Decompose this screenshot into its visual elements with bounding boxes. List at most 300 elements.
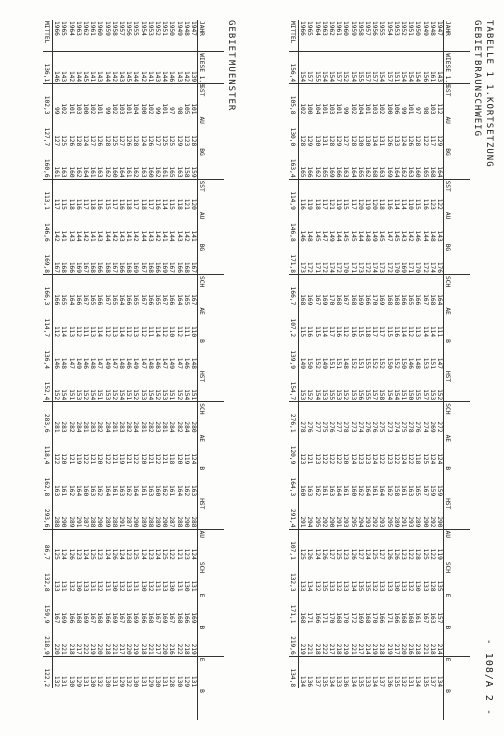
table-row bbox=[175, 20, 182, 720]
value-cell: 275 bbox=[378, 402, 385, 434]
value-cell: 114 bbox=[393, 179, 400, 211]
value-cell: 132 bbox=[146, 580, 154, 592]
value-cell: 137 bbox=[429, 656, 436, 688]
column-header: AU bbox=[198, 211, 225, 243]
value-cell: 150 bbox=[306, 357, 314, 369]
value-cell: 167 bbox=[110, 261, 118, 273]
value-cell: 168 bbox=[125, 261, 133, 273]
value-cell: 154 bbox=[182, 389, 190, 401]
value-cell: 122 bbox=[81, 453, 89, 465]
value-cell: 148 bbox=[146, 357, 154, 369]
value-cell: 167 bbox=[421, 485, 429, 497]
value-cell: 169 bbox=[399, 261, 407, 273]
value-cell: 169 bbox=[385, 166, 393, 178]
value-cell: 120 bbox=[371, 179, 378, 211]
value-cell: 142 bbox=[407, 230, 415, 242]
table-row bbox=[335, 20, 342, 720]
value-cell: 115 bbox=[385, 325, 393, 338]
value-cell: 221 bbox=[146, 643, 154, 655]
value-cell: 101 bbox=[96, 84, 103, 116]
value-cell: 131 bbox=[132, 580, 140, 592]
value-cell: 221 bbox=[60, 643, 68, 655]
year-cell: 1947 bbox=[436, 21, 443, 36]
value-cell: 112 bbox=[103, 325, 111, 338]
value-cell: 157 bbox=[436, 612, 443, 624]
value-cell: 293 bbox=[363, 516, 371, 528]
value-cell: 290 bbox=[421, 516, 429, 528]
value-cell: 155 bbox=[363, 389, 371, 401]
value-cell: 149 bbox=[299, 357, 307, 369]
value-cell: 220 bbox=[125, 643, 133, 655]
column-header: B bbox=[198, 338, 225, 370]
column-header: E bbox=[444, 593, 471, 625]
value-cell: 220 bbox=[161, 643, 169, 655]
mean-value: 127,7 bbox=[43, 115, 53, 147]
value-cell: 119 bbox=[182, 453, 190, 465]
value-cell: 154 bbox=[407, 52, 414, 84]
mean-label: MITTEL bbox=[43, 20, 53, 52]
value-cell: 125 bbox=[52, 529, 60, 561]
column-header: B bbox=[198, 465, 225, 497]
value-cell: 131 bbox=[407, 656, 414, 688]
column-header: HST bbox=[198, 497, 225, 529]
column-header: WIESE 1.S bbox=[444, 52, 471, 84]
value-cell: 119 bbox=[117, 453, 125, 465]
value-cell: 117 bbox=[321, 179, 328, 211]
value-cell: 112 bbox=[436, 84, 444, 116]
value-cell: 155 bbox=[363, 357, 371, 369]
value-cell: 125 bbox=[421, 453, 429, 465]
value-cell: 167 bbox=[161, 275, 168, 307]
value-cell: 153 bbox=[161, 389, 169, 401]
value-cell: 112 bbox=[74, 325, 82, 338]
value-cell: 117 bbox=[428, 135, 436, 147]
column-header: AU bbox=[444, 115, 471, 147]
value-cell: 123 bbox=[299, 453, 307, 465]
value-cell: 170 bbox=[328, 275, 335, 307]
value-cell: 117 bbox=[327, 325, 335, 338]
value-cell: 114 bbox=[96, 325, 104, 338]
mean-value: 113,1 bbox=[43, 179, 53, 211]
value-cell: 123 bbox=[147, 529, 154, 561]
value-cell: 157 bbox=[385, 52, 392, 84]
value-cell: 144 bbox=[335, 230, 343, 242]
value-cell: 214 bbox=[363, 643, 371, 655]
value-cell: 162 bbox=[385, 485, 393, 497]
value-cell: 164 bbox=[363, 485, 371, 497]
value-cell: 121 bbox=[175, 529, 182, 561]
value-cell: 274 bbox=[421, 402, 428, 434]
value-cell: 110 bbox=[407, 179, 414, 211]
value-cell: 274 bbox=[393, 402, 400, 434]
value-cell: 168 bbox=[60, 261, 68, 273]
value-cell: 221 bbox=[306, 643, 314, 655]
value-cell: 166 bbox=[400, 275, 407, 307]
value-cell: 167 bbox=[342, 275, 349, 307]
value-cell: 152 bbox=[313, 357, 321, 369]
value-cell: 149 bbox=[103, 357, 111, 369]
value-cell: 154 bbox=[60, 389, 68, 401]
value-cell: 276 bbox=[371, 402, 378, 434]
value-cell: 130 bbox=[356, 135, 364, 147]
value-cell: 133 bbox=[364, 656, 371, 688]
value-cell: 135 bbox=[393, 656, 400, 688]
value-cell: 146 bbox=[153, 357, 161, 369]
value-cell: 116 bbox=[392, 325, 400, 338]
mean-value: 154,7 bbox=[289, 370, 299, 402]
value-cell: 117 bbox=[147, 179, 154, 211]
value-cell: 133 bbox=[421, 580, 429, 592]
value-cell: 163 bbox=[428, 612, 436, 624]
value-cell: 132 bbox=[125, 656, 132, 688]
value-cell: 150 bbox=[407, 389, 415, 401]
table-row bbox=[139, 20, 146, 720]
value-cell: 101 bbox=[321, 84, 328, 116]
value-cell: 132 bbox=[407, 580, 415, 592]
value-cell: 217 bbox=[356, 643, 364, 655]
value-cell: 163 bbox=[190, 485, 197, 497]
value-cell: 100 bbox=[385, 84, 392, 116]
value-cell: 164 bbox=[74, 485, 82, 497]
year-cell: 1964 bbox=[67, 21, 75, 36]
value-cell: 154 bbox=[378, 52, 385, 84]
value-cell: 141 bbox=[89, 52, 96, 84]
value-cell: 144 bbox=[103, 230, 111, 242]
value-cell: 125 bbox=[132, 529, 139, 561]
value-cell: 144 bbox=[356, 230, 364, 242]
value-cell: 125 bbox=[168, 135, 176, 147]
value-cell: 169 bbox=[60, 612, 68, 624]
value-cell: 102 bbox=[147, 84, 154, 116]
mean-value: 169,8 bbox=[43, 243, 53, 275]
value-cell: 132 bbox=[371, 580, 379, 592]
value-cell: 128 bbox=[428, 580, 436, 592]
column-header: HST bbox=[198, 370, 225, 402]
value-cell: 104 bbox=[313, 84, 320, 116]
value-cell: 128 bbox=[190, 135, 197, 147]
value-cell: 171 bbox=[313, 261, 321, 273]
value-cell: 278 bbox=[342, 402, 349, 434]
value-cell: 133 bbox=[299, 580, 307, 592]
value-cell: 161 bbox=[168, 485, 176, 497]
value-cell: 99 bbox=[103, 84, 110, 116]
value-cell: 129 bbox=[436, 135, 443, 147]
value-cell: 101 bbox=[364, 84, 371, 116]
mean-value: 171,1 bbox=[289, 593, 299, 625]
value-cell: 148 bbox=[60, 357, 68, 369]
value-cell: 172 bbox=[335, 261, 343, 273]
year-cell: 1954 bbox=[139, 21, 147, 36]
value-cell: 142 bbox=[67, 52, 74, 84]
section-2-region-name: MUENSTER bbox=[226, 60, 236, 112]
value-cell: 122 bbox=[335, 453, 343, 465]
value-cell: 142 bbox=[183, 52, 190, 84]
value-cell: 125 bbox=[89, 529, 96, 561]
value-cell: 141 bbox=[190, 230, 197, 242]
value-cell: 166 bbox=[96, 261, 104, 273]
value-cell: 135 bbox=[436, 580, 443, 592]
value-cell: 126 bbox=[321, 529, 328, 561]
value-cell: 142 bbox=[153, 230, 161, 242]
value-cell: 114 bbox=[320, 325, 328, 338]
value-cell: 222 bbox=[320, 643, 328, 655]
value-cell: 130 bbox=[139, 580, 147, 592]
value-cell: 167 bbox=[81, 261, 89, 273]
year-cell: 1950 bbox=[168, 21, 176, 36]
value-cell: 169 bbox=[132, 261, 140, 273]
value-cell: 163 bbox=[53, 485, 61, 497]
value-cell: 113 bbox=[414, 325, 422, 338]
value-cell: 147 bbox=[436, 357, 443, 369]
value-cell: 153 bbox=[421, 357, 429, 369]
value-cell: 161 bbox=[320, 485, 328, 497]
value-cell: 161 bbox=[399, 485, 407, 497]
value-cell: 126 bbox=[306, 529, 313, 561]
value-cell: 157 bbox=[306, 52, 313, 84]
value-cell: 120 bbox=[60, 453, 68, 465]
value-cell: 176 bbox=[436, 261, 443, 273]
year-cell: 1959 bbox=[349, 21, 357, 36]
value-cell: 291 bbox=[117, 516, 125, 528]
value-cell: 169 bbox=[81, 612, 89, 624]
value-cell: 167 bbox=[82, 275, 89, 307]
value-cell: 159 bbox=[428, 485, 436, 497]
value-cell: 295 bbox=[313, 516, 321, 528]
value-cell: 122 bbox=[436, 179, 444, 211]
year-cell: 1949 bbox=[421, 21, 429, 36]
value-cell: 169 bbox=[190, 612, 197, 624]
value-cell: 131 bbox=[153, 580, 161, 592]
value-cell: 142 bbox=[132, 230, 140, 242]
value-cell: 168 bbox=[335, 612, 343, 624]
value-cell: 129 bbox=[335, 135, 343, 147]
column-header: SCH bbox=[198, 275, 225, 307]
value-cell: 167 bbox=[103, 275, 110, 307]
value-cell: 167 bbox=[421, 275, 428, 307]
value-cell: 149 bbox=[74, 357, 82, 369]
value-cell: 116 bbox=[335, 325, 343, 338]
value-cell: 130 bbox=[313, 135, 321, 147]
value-cell: 166 bbox=[67, 612, 75, 624]
value-cell: 152 bbox=[81, 389, 89, 401]
value-cell: 275 bbox=[321, 402, 328, 434]
table-row bbox=[328, 20, 335, 720]
value-cell: 128 bbox=[103, 135, 111, 147]
value-cell: 276 bbox=[414, 402, 421, 434]
column-header: AE bbox=[444, 434, 471, 466]
value-cell: 151 bbox=[399, 389, 407, 401]
value-cell: 154 bbox=[400, 52, 407, 84]
value-cell: 106 bbox=[393, 84, 400, 116]
header-row bbox=[444, 20, 471, 720]
value-cell: 161 bbox=[125, 166, 133, 178]
value-cell: 131 bbox=[378, 135, 386, 147]
table-row bbox=[118, 20, 125, 720]
value-cell: 295 bbox=[349, 516, 357, 528]
value-cell: 143 bbox=[96, 230, 104, 242]
value-cell: 171 bbox=[320, 612, 328, 624]
mean-value: 107,2 bbox=[289, 306, 299, 338]
value-cell: 122 bbox=[429, 529, 436, 561]
year-cell: 1966 bbox=[53, 21, 61, 36]
value-cell: 133 bbox=[378, 580, 386, 592]
value-cell: 160 bbox=[67, 166, 75, 178]
value-cell: 122 bbox=[392, 453, 400, 465]
value-cell: 161 bbox=[139, 485, 147, 497]
value-cell: 143 bbox=[399, 230, 407, 242]
value-cell: 293 bbox=[407, 516, 415, 528]
value-cell: 165 bbox=[407, 275, 414, 307]
value-cell: 118 bbox=[175, 179, 182, 211]
value-cell: 122 bbox=[378, 453, 386, 465]
value-cell: 277 bbox=[335, 402, 342, 434]
section-1-table bbox=[289, 20, 470, 720]
column-header: B bbox=[444, 465, 471, 497]
table-row bbox=[421, 20, 428, 720]
value-cell: 169 bbox=[327, 166, 335, 178]
value-cell: 160 bbox=[153, 485, 161, 497]
value-cell: 293 bbox=[342, 516, 350, 528]
value-cell: 170 bbox=[371, 275, 378, 307]
value-cell: 169 bbox=[356, 612, 364, 624]
value-cell: 126 bbox=[407, 135, 415, 147]
value-cell: 165 bbox=[299, 166, 307, 178]
value-cell: 166 bbox=[175, 261, 183, 273]
value-cell: 154 bbox=[298, 52, 306, 84]
value-cell: 151 bbox=[96, 389, 104, 401]
value-cell: 149 bbox=[168, 357, 176, 369]
value-cell: 292 bbox=[371, 516, 379, 528]
value-cell: 151 bbox=[67, 389, 75, 401]
value-cell: 152 bbox=[392, 357, 400, 369]
value-cell: 130 bbox=[182, 580, 190, 592]
value-cell: 170 bbox=[342, 612, 350, 624]
value-cell: 166 bbox=[414, 275, 421, 307]
value-cell: 127 bbox=[378, 529, 385, 561]
value-cell: 141 bbox=[89, 230, 97, 242]
value-cell: 290 bbox=[60, 516, 68, 528]
value-cell: 142 bbox=[81, 230, 89, 242]
value-cell: 152 bbox=[175, 389, 183, 401]
table-row bbox=[321, 20, 328, 720]
value-cell: 172 bbox=[306, 261, 314, 273]
value-cell: 129 bbox=[118, 656, 125, 688]
value-cell: 221 bbox=[110, 643, 118, 655]
value-cell: 104 bbox=[132, 84, 139, 116]
mean-value: 171,8 bbox=[289, 243, 299, 275]
year-cell: 1965 bbox=[306, 21, 314, 36]
column-header: E bbox=[198, 593, 225, 625]
value-cell: 288 bbox=[146, 516, 154, 528]
value-cell: 281 bbox=[111, 402, 118, 434]
value-cell: 168 bbox=[89, 261, 97, 273]
value-cell: 162 bbox=[182, 485, 190, 497]
value-cell: 219 bbox=[342, 643, 350, 655]
value-cell: 125 bbox=[110, 135, 118, 147]
value-cell: 147 bbox=[385, 230, 393, 242]
value-cell: 114 bbox=[60, 325, 68, 338]
mean-value: 160,6 bbox=[43, 147, 53, 179]
section-2-table bbox=[43, 20, 224, 720]
value-cell: 115 bbox=[313, 325, 321, 338]
column-header: AE bbox=[444, 306, 471, 338]
value-cell: 152 bbox=[153, 389, 161, 401]
value-cell: 134 bbox=[414, 656, 421, 688]
value-cell: 166 bbox=[117, 261, 125, 273]
value-cell: 145 bbox=[378, 230, 386, 242]
value-cell: 166 bbox=[182, 612, 190, 624]
value-cell: 169 bbox=[110, 612, 118, 624]
value-cell: 124 bbox=[60, 529, 67, 561]
value-cell: 134 bbox=[349, 656, 356, 688]
value-cell: 168 bbox=[371, 166, 379, 178]
value-cell: 173 bbox=[378, 261, 386, 273]
value-cell: 134 bbox=[371, 135, 379, 147]
value-cell: 152 bbox=[349, 357, 357, 369]
value-cell: 118 bbox=[67, 179, 74, 211]
value-cell: 130 bbox=[414, 580, 422, 592]
value-cell: 166 bbox=[313, 612, 321, 624]
value-cell: 145 bbox=[349, 230, 357, 242]
value-cell: 170 bbox=[392, 261, 400, 273]
value-cell: 122 bbox=[132, 453, 140, 465]
value-cell: 164 bbox=[103, 485, 111, 497]
value-cell: 284 bbox=[103, 402, 110, 434]
value-cell: 126 bbox=[385, 529, 392, 561]
column-header: SST bbox=[198, 84, 225, 116]
value-cell: 154 bbox=[146, 389, 154, 401]
value-cell: 130 bbox=[89, 656, 96, 688]
year-cell: 1961 bbox=[89, 21, 97, 36]
value-cell: 219 bbox=[190, 643, 197, 655]
value-cell: 129 bbox=[147, 656, 154, 688]
table-row bbox=[96, 20, 103, 720]
value-cell: 124 bbox=[103, 529, 110, 561]
value-cell: 162 bbox=[161, 485, 169, 497]
value-cell: 160 bbox=[349, 485, 357, 497]
value-cell: 145 bbox=[125, 52, 132, 84]
value-cell: 141 bbox=[60, 230, 68, 242]
value-cell: 124 bbox=[371, 453, 379, 465]
value-cell: 163 bbox=[378, 166, 386, 178]
value-cell: 115 bbox=[356, 325, 364, 338]
column-header: AE bbox=[198, 434, 225, 466]
value-cell: 132 bbox=[400, 656, 407, 688]
year-cell: 1954 bbox=[385, 21, 393, 36]
value-cell: 290 bbox=[327, 516, 335, 528]
value-cell: 131 bbox=[139, 656, 146, 688]
column-header: BG bbox=[198, 243, 225, 275]
value-cell: 171 bbox=[407, 261, 415, 273]
value-cell: 154 bbox=[328, 52, 335, 84]
value-cell: 129 bbox=[183, 656, 190, 688]
value-cell: 146 bbox=[299, 230, 307, 242]
value-cell: 131 bbox=[60, 580, 68, 592]
value-cell: 131 bbox=[175, 580, 183, 592]
column-header: JAHR bbox=[444, 20, 471, 52]
table-row bbox=[103, 20, 110, 720]
column-header: B bbox=[198, 624, 225, 656]
value-cell: 126 bbox=[96, 135, 104, 147]
value-cell: 143 bbox=[96, 52, 103, 84]
value-cell: 123 bbox=[342, 529, 349, 561]
value-cell: 147 bbox=[67, 357, 75, 369]
value-cell: 130 bbox=[175, 656, 182, 688]
value-cell: 169 bbox=[74, 261, 82, 273]
value-cell: 122 bbox=[407, 453, 415, 465]
mean-value: 293,6 bbox=[43, 497, 53, 529]
value-cell: 126 bbox=[146, 135, 154, 147]
